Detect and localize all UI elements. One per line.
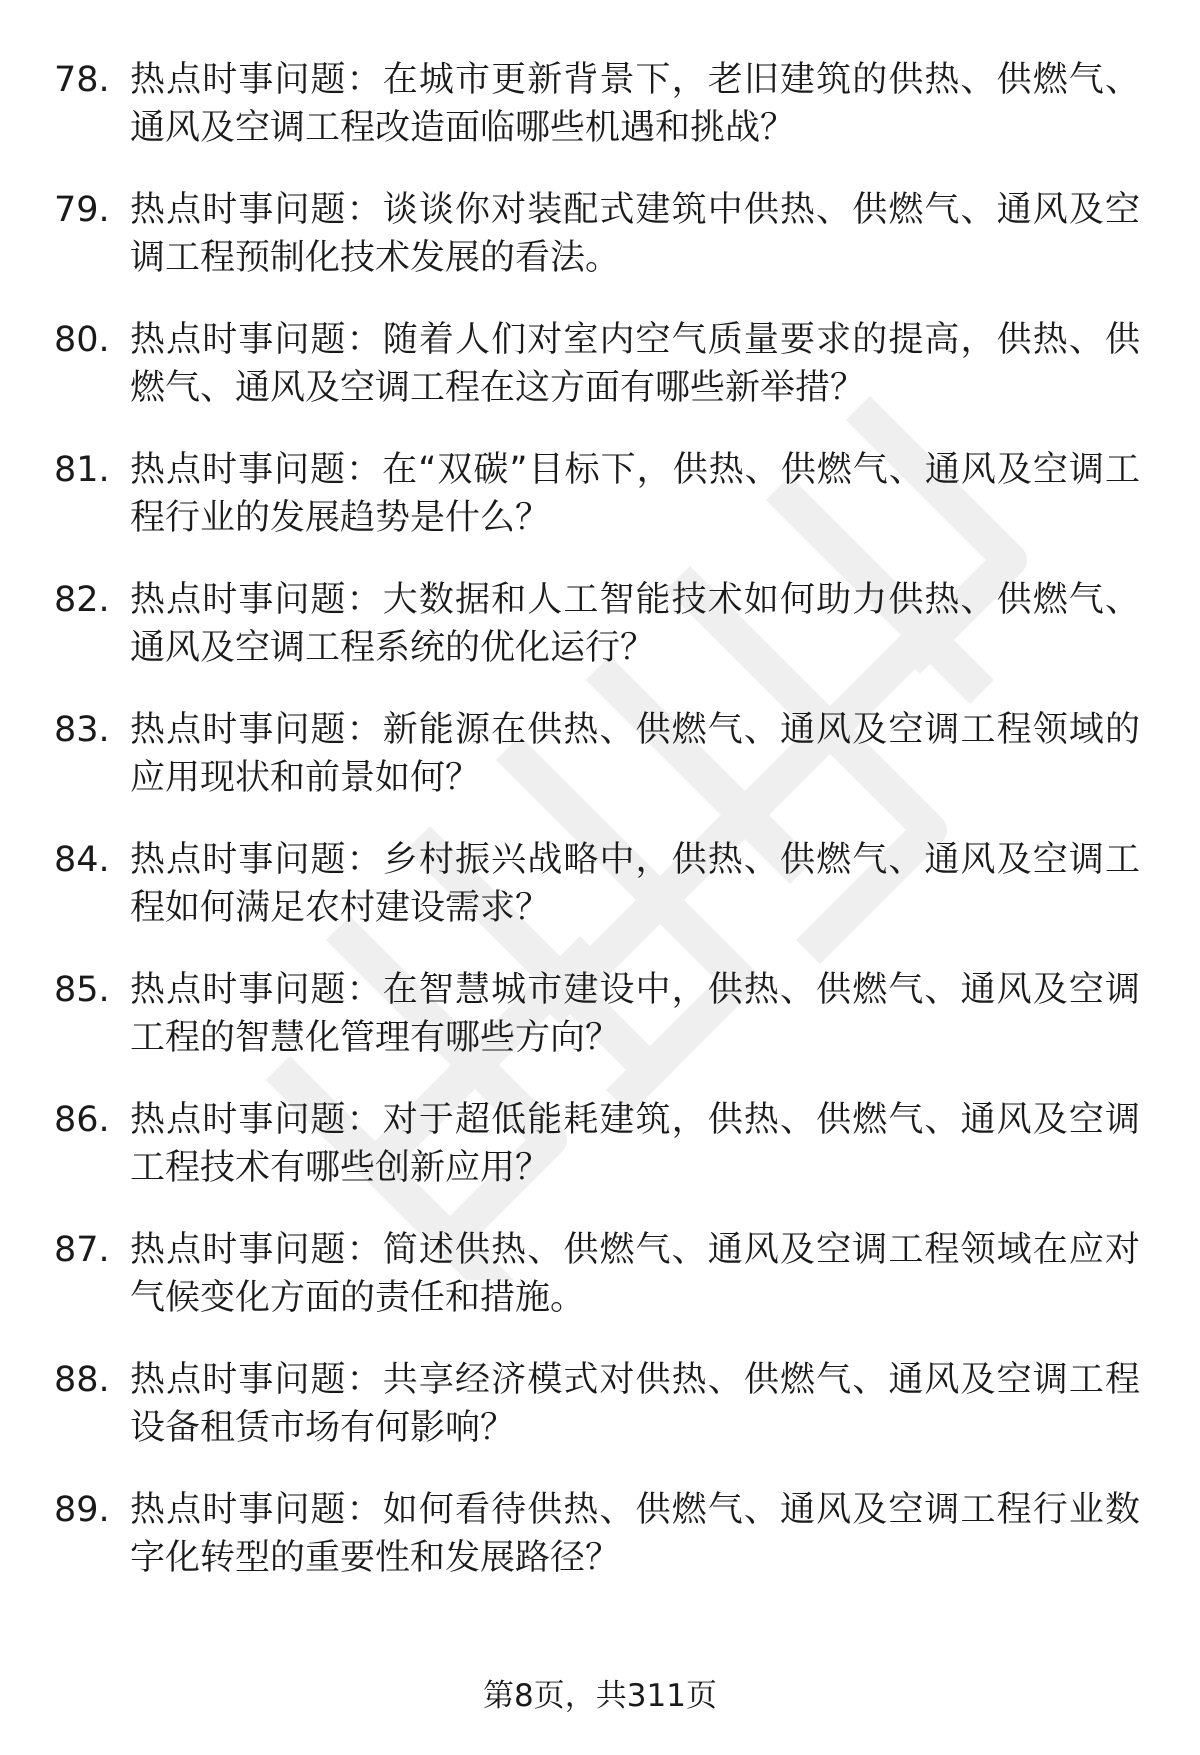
question-number: 78. — [54, 60, 110, 100]
page-number-label: 第8页，共311页 — [483, 1678, 717, 1714]
question-list — [0, 56, 1200, 1616]
page-footer — [0, 1676, 1200, 1716]
question-text: 热点时事问题：谈谈你对装配式建筑中供热、供燃气、通风及空调工程预制化技术发展的看法。 — [130, 190, 1140, 278]
question-text: 热点时事问题：新能源在供热、供燃气、通风及空调工程领域的应用现状和前景如何？ — [130, 710, 1140, 798]
question-item — [0, 1226, 1200, 1356]
question-item — [0, 706, 1200, 836]
question-text: 热点时事问题：乡村振兴战略中，供热、供燃气、通风及空调工程如何满足农村建设需求？ — [130, 840, 1140, 928]
question-item — [0, 1356, 1200, 1486]
question-text: 热点时事问题：随着人们对室内空气质量要求的提高，供热、供燃气、通风及空调工程在这方面有哪些新举措？ — [130, 320, 1140, 408]
question-number: 87. — [54, 1230, 110, 1270]
question-text: 热点时事问题：共享经济模式对供热、供燃气、通风及空调工程设备租赁市场有何影响？ — [130, 1360, 1140, 1448]
question-number: 89. — [54, 1490, 110, 1530]
question-text: 热点时事问题：大数据和人工智能技术如何助力供热、供燃气、通风及空调工程系统的优化运行？ — [130, 580, 1140, 668]
question-text: 热点时事问题：在城市更新背景下，老旧建筑的供热、供燃气、通风及空调工程改造面临哪些机遇和挑战？ — [130, 60, 1140, 148]
question-item — [0, 576, 1200, 706]
question-item — [0, 836, 1200, 966]
question-text: 热点时事问题：如何看待供热、供燃气、通风及空调工程行业数字化转型的重要性和发展路径？ — [130, 1490, 1140, 1578]
question-number: 83. — [54, 710, 110, 750]
question-text: 热点时事问题：简述供热、供燃气、通风及空调工程领域在应对气候变化方面的责任和措施。 — [130, 1230, 1140, 1318]
question-number: 82. — [54, 580, 110, 620]
question-item — [0, 1096, 1200, 1226]
question-item — [0, 966, 1200, 1096]
question-number: 85. — [54, 970, 110, 1010]
question-number: 79. — [54, 190, 110, 230]
question-number: 88. — [54, 1360, 110, 1400]
question-number: 80. — [54, 320, 110, 360]
question-text: 热点时事问题：在智慧城市建设中，供热、供燃气、通风及空调工程的智慧化管理有哪些方向？ — [130, 970, 1140, 1058]
question-text: 热点时事问题：对于超低能耗建筑，供热、供燃气、通风及空调工程技术有哪些创新应用？ — [130, 1100, 1140, 1188]
question-item — [0, 1486, 1200, 1616]
question-text: 热点时事问题：在“双碳”目标下，供热、供燃气、通风及空调工程行业的发展趋势是什么？ — [130, 450, 1140, 538]
question-item — [0, 186, 1200, 316]
question-item — [0, 56, 1200, 186]
question-item — [0, 446, 1200, 576]
question-number: 86. — [54, 1100, 110, 1140]
question-number: 84. — [54, 840, 110, 880]
question-number: 81. — [54, 450, 110, 490]
question-item — [0, 316, 1200, 446]
